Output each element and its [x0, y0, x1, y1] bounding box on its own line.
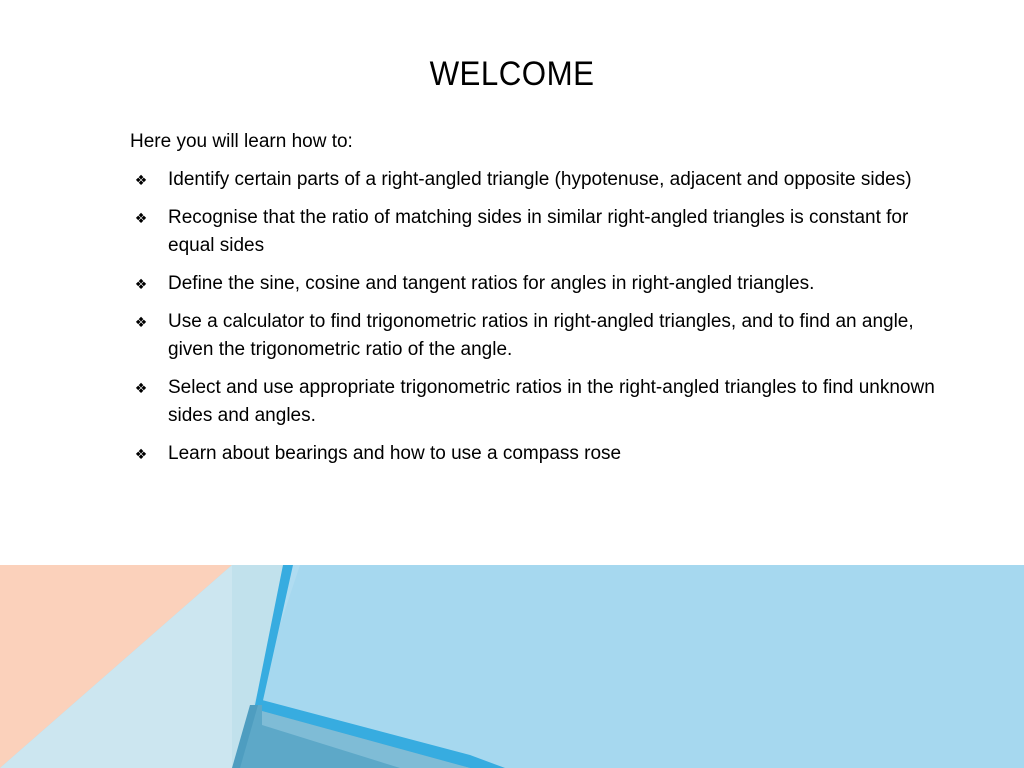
list-item — [130, 440, 940, 468]
slide-title: WELCOME — [429, 55, 595, 93]
list-item-text: Select and use appropriate trigonometric ratios in the right-angled triangles to find unknown sides and angles. — [168, 377, 935, 426]
four-diamond-icon: ❖ — [134, 276, 148, 292]
list-item — [130, 166, 940, 194]
list-item-text: Recognise that the ratio of matching sides in similar right-angled triangles is constant for equal sides — [168, 207, 909, 256]
list-item-text: Define the sine, cosine and tangent ratios for angles in right-angled triangles. — [168, 273, 815, 294]
list-item — [130, 308, 940, 364]
list-item-text: Learn about bearings and how to use a compass rose — [168, 443, 622, 464]
four-diamond-icon: ❖ — [134, 380, 148, 396]
decorative-footer-shapes — [0, 565, 1024, 768]
objectives-list — [130, 166, 940, 468]
list-item — [130, 270, 940, 298]
list-item-text: Identify certain parts of a right-angled triangle (hypotenuse, adjacent and opposite sides) — [168, 169, 912, 190]
list-item — [130, 374, 940, 430]
four-diamond-icon: ❖ — [134, 172, 148, 188]
list-item-text: Use a calculator to find trigonometric ratios in right-angled triangles, and to find an angle, given the trigonometric ratio of the angle. — [168, 311, 914, 360]
four-diamond-icon: ❖ — [134, 446, 148, 462]
intro-text: Here you will learn how to: — [130, 131, 353, 152]
slide-content — [130, 128, 940, 478]
list-item — [130, 204, 940, 260]
four-diamond-icon: ❖ — [134, 314, 148, 330]
four-diamond-icon: ❖ — [134, 210, 148, 226]
